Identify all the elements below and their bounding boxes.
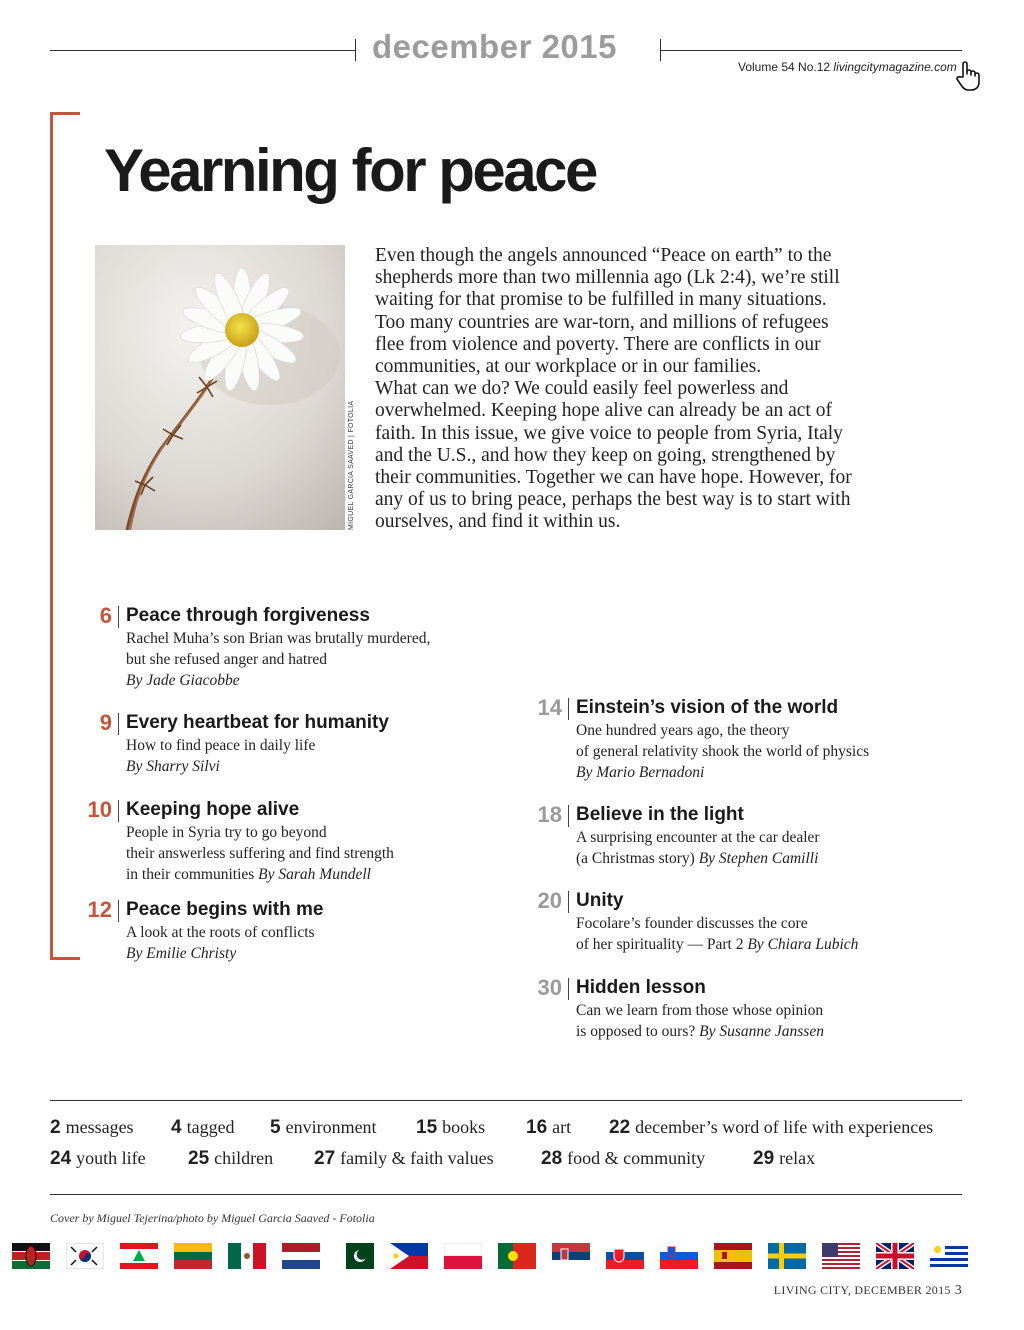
- item-page-number: 12: [87, 897, 112, 922]
- item-page-number: 9: [99, 710, 112, 735]
- intro-line: waiting for that promise to be fulfilled in many situations.: [375, 289, 827, 311]
- serbia-flag-icon: [552, 1243, 590, 1269]
- department-item[interactable]: 2 messages: [50, 1117, 134, 1138]
- item-desc-tail: is opposed to ours?: [576, 1023, 700, 1040]
- item-divider: [568, 978, 569, 1000]
- department-item[interactable]: 15 books: [416, 1117, 486, 1138]
- item-title[interactable]: Einstein’s vision of the world: [576, 697, 839, 718]
- department-item[interactable]: 16 art: [526, 1117, 572, 1138]
- item-desc: Focolare’s founder discusses the core: [576, 915, 808, 932]
- page-number: 3: [954, 1283, 962, 1298]
- intro-line: communities, at our workplace or in our families.: [375, 356, 762, 378]
- intro-line: overwhelmed. Keeping hope alive can already be an act of: [375, 400, 832, 422]
- publication-name: LIVING CITY, DECEMBER 2015: [773, 1283, 951, 1297]
- intro-line: any of us to bring peace, perhaps the best way is to start with: [375, 489, 851, 511]
- item-divider: [118, 800, 119, 822]
- kenya-flag-icon: [12, 1243, 50, 1269]
- intro-line: Too many countries are war-torn, and millions of refugees: [375, 311, 829, 333]
- intro-line: ourselves, and find it within us.: [375, 511, 621, 533]
- item-title[interactable]: Peace begins with me: [126, 899, 324, 920]
- netherlands-flag-icon: [282, 1243, 320, 1269]
- item-desc: A look at the roots of conflicts: [126, 924, 315, 941]
- item-title[interactable]: Unity: [576, 890, 624, 911]
- uruguay-flag-icon: [930, 1243, 968, 1269]
- department-item[interactable]: 25 children: [188, 1148, 274, 1169]
- header-tick-left: [355, 39, 356, 61]
- daisy-barbed-wire-photo: [95, 245, 345, 530]
- item-desc: A surprising encounter at the car dealer: [576, 829, 820, 846]
- pakistan-flag-icon: [336, 1243, 374, 1269]
- photo-credit: MIGUEL GARCIA SAAVED | FOTOLIA: [348, 400, 355, 530]
- item-desc-tail: of her spirituality — Part 2: [576, 936, 748, 953]
- mexico-flag-icon: [228, 1243, 266, 1269]
- item-byline: By Sarah Mundell: [258, 866, 371, 883]
- item-divider: [118, 900, 119, 922]
- item-byline: By Chiara Lubich: [747, 936, 859, 953]
- item-divider: [118, 713, 119, 735]
- uk-flag-icon: [876, 1243, 914, 1269]
- item-byline: By Susanne Janssen: [699, 1023, 824, 1040]
- south-korea-flag-icon: [66, 1243, 104, 1269]
- item-page-number: 10: [87, 797, 112, 822]
- hand-pointer-icon[interactable]: [954, 60, 982, 92]
- country-flags: [12, 1243, 972, 1269]
- header-rule-left: [50, 50, 355, 51]
- item-desc: People in Syria try to go beyond: [126, 824, 327, 841]
- item-desc: of general relativity shook the world of physics: [576, 743, 870, 760]
- portugal-flag-icon: [498, 1243, 536, 1269]
- header-rule-right: [660, 50, 962, 51]
- item-page-number: 6: [99, 603, 112, 628]
- page-footer: [774, 1283, 962, 1299]
- slovakia-flag-icon: [606, 1243, 644, 1269]
- feature-title: Yearning for peace: [104, 137, 596, 204]
- bracket-spine: [50, 112, 53, 960]
- item-title[interactable]: Every heartbeat for humanity: [126, 712, 389, 733]
- department-item[interactable]: 4 tagged: [171, 1117, 235, 1138]
- intro-line: and the U.S., and how they keep on going, strengthened by: [375, 444, 836, 466]
- department-item[interactable]: 29 relax: [753, 1148, 816, 1169]
- bracket-top: [50, 112, 80, 115]
- website-link[interactable]: livingcitymagazine.com: [833, 60, 957, 74]
- item-desc-tail: (a Christmas story): [576, 850, 699, 867]
- item-page-number: 30: [537, 975, 562, 1000]
- item-desc: How to find peace in daily life: [126, 737, 316, 754]
- issue-date: december 2015: [372, 28, 617, 65]
- poland-flag-icon: [444, 1243, 482, 1269]
- item-title[interactable]: Peace through forgiveness: [126, 605, 370, 626]
- item-page-number: 14: [537, 695, 562, 720]
- departments-rule-bottom: [50, 1194, 962, 1195]
- department-item[interactable]: 5 environment: [270, 1117, 377, 1138]
- item-desc: but she refused anger and hatred: [126, 651, 327, 668]
- lebanon-flag-icon: [120, 1243, 158, 1269]
- item-desc: Can we learn from those whose opinion: [576, 1002, 824, 1019]
- usa-flag-icon: [822, 1243, 860, 1269]
- item-title[interactable]: Believe in the light: [576, 804, 744, 825]
- sweden-flag-icon: [768, 1243, 806, 1269]
- intro-line: What can we do? We could easily feel powerless and: [375, 378, 789, 400]
- item-title[interactable]: Keeping hope alive: [126, 799, 300, 820]
- departments-rule-top: [50, 1100, 962, 1101]
- department-item[interactable]: 24 youth life: [50, 1148, 146, 1169]
- item-divider: [568, 805, 569, 827]
- department-item[interactable]: 27 family & faith values: [314, 1148, 494, 1169]
- item-desc-tail: in their communities: [126, 866, 259, 883]
- spain-flag-icon: [714, 1243, 752, 1269]
- item-divider: [118, 606, 119, 628]
- bracket-bottom: [50, 957, 80, 960]
- department-item[interactable]: 22 december’s word of life with experiences: [609, 1117, 934, 1138]
- item-desc: One hundred years ago, the theory: [576, 722, 790, 739]
- philippines-flag-icon: [390, 1243, 428, 1269]
- item-desc: Rachel Muha’s son Brian was brutally murdered,: [126, 630, 431, 647]
- item-divider: [568, 891, 569, 913]
- intro-line: their communities. Together we can have hope. However, for: [375, 467, 852, 489]
- intro-line: shepherds more than two millennia ago (Lk 2:4), we’re still: [375, 267, 840, 289]
- department-item[interactable]: 28 food & community: [541, 1148, 706, 1169]
- intro-text: [375, 245, 915, 534]
- item-byline: By Sharry Silvi: [126, 758, 220, 775]
- item-byline: By Emilie Christy: [126, 945, 237, 962]
- item-desc: their answerless suffering and find strength: [126, 845, 394, 862]
- item-byline: By Stephen Camilli: [698, 850, 819, 867]
- item-byline: By Mario Bernadoni: [576, 764, 705, 781]
- intro-line: faith. In this issue, we give voice to people from Syria, Italy: [375, 422, 843, 444]
- item-divider: [568, 698, 569, 720]
- slovenia-flag-icon: [660, 1243, 698, 1269]
- item-page-number: 20: [537, 888, 562, 913]
- item-page-number: 18: [537, 802, 562, 827]
- lithuania-flag-icon: [174, 1243, 212, 1269]
- volume-line: [738, 60, 957, 74]
- intro-line: flee from violence and poverty. There are conflicts in our: [375, 333, 821, 355]
- item-byline: By Jade Giacobbe: [126, 672, 240, 689]
- item-title[interactable]: Hidden lesson: [576, 977, 706, 998]
- cover-credit: Cover by Miguel Tejerina/photo by Miguel Garcia Saaved - Fotolia: [50, 1211, 375, 1225]
- volume-number: Volume 54 No.12: [738, 60, 831, 74]
- intro-line: Even though the angels announced “Peace on earth” to the: [375, 245, 832, 266]
